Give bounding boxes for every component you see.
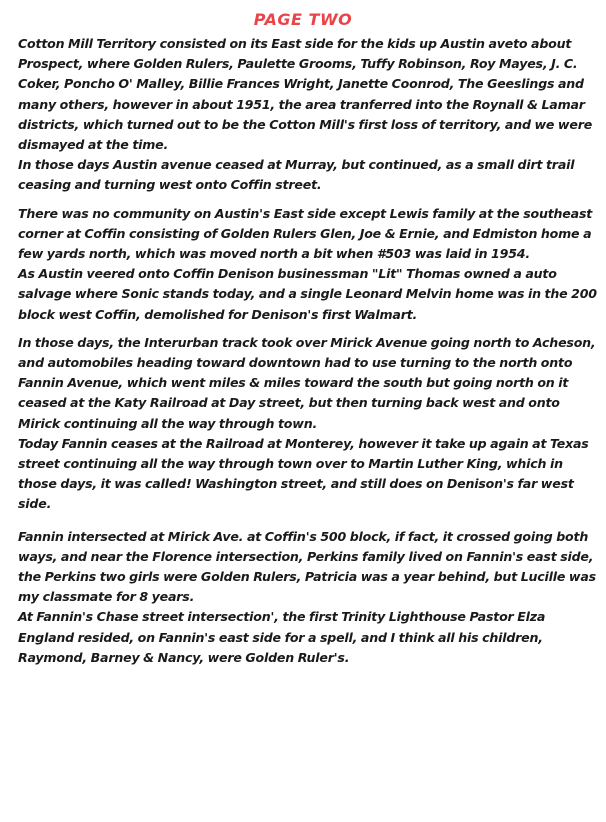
- paragraph-austin-east-side: There was no community on Austin's East side except Lewis family at the southeast corner at Coffin consisting of Golden Rulers Glen, Joe & Ernie, and Edmiston home a few yards north, which was moved north a bit when #503 was laid in 1954.: [18, 205, 593, 262]
- paragraph-fannin-today: Today Fannin ceases at the Railroad at Monterey, however it take up again at Texas street continuing all the way through town over to Martin Luther King, which in those days, it was called! Washington street, and still does on Denison's far west side.: [18, 435, 589, 512]
- paragraph-interurban-track: In those days, the Interurban track took over Mirick Avenue going north to Acheson, and automobiles heading toward downtown had to use turning to the north onto Fannin Avenue, which went miles & miles toward the south but going north on it ceased at the Katy Railroad at Day street, but then turning back west and onto Mirick continuing all the way through town.: [18, 334, 596, 431]
- document-body: [18, 34, 598, 668]
- paragraph-austin-avenue: In those days Austin avenue ceased at Murray, but continued, as a small dirt trail ceasing and turning west onto Coffin street.: [18, 157, 575, 193]
- paragraph-cotton-mill-territory: Cotton Mill Territory consisted on its East side for the kids up Austin aveto about Prospect, where Golden Rulers, Paulette Grooms, Tuffy Robinson, Roy Mayes, J. C. Coker, Poncho O' Malley, Billie Frances Wright, Janette Coonrod, The Geeslings and many others, however in about 1951, the area tranferred into the Roynall & Lamar districts, which turned out to be the Cotton Mill's first loss of territory, and we were dismayed at the time.: [18, 36, 593, 153]
- page-title: PAGE TWO: [253, 10, 353, 29]
- paragraph-coffin-businesses: As Austin veered onto Coffin Denison businessman "Lit" Thomas owned a auto salvage where Sonic stands today, and a single Leonard Melvin home was in the 200 block west Coffin, demolished for Denison's first Walmart.: [18, 266, 597, 322]
- paragraph-fannin-mirick: Fannin intersected at Mirick Ave. at Coffin's 500 block, if fact, it crossed going both ways, and near the Florence intersection, Perkins family lived on Fannin's east side, the Perkins two girls were Golden Rulers, Patricia was a year behind, but Lucille was my classmate for 8 years.: [18, 528, 596, 605]
- paragraph-chase-street: At Fannin's Chase street intersection', the first Trinity Lighthouse Pastor Elza England resided, on Fannin's east side for a spell, and I think all his children, Raymond, Barney & Nancy, were Golden Ruler's.: [18, 609, 546, 665]
